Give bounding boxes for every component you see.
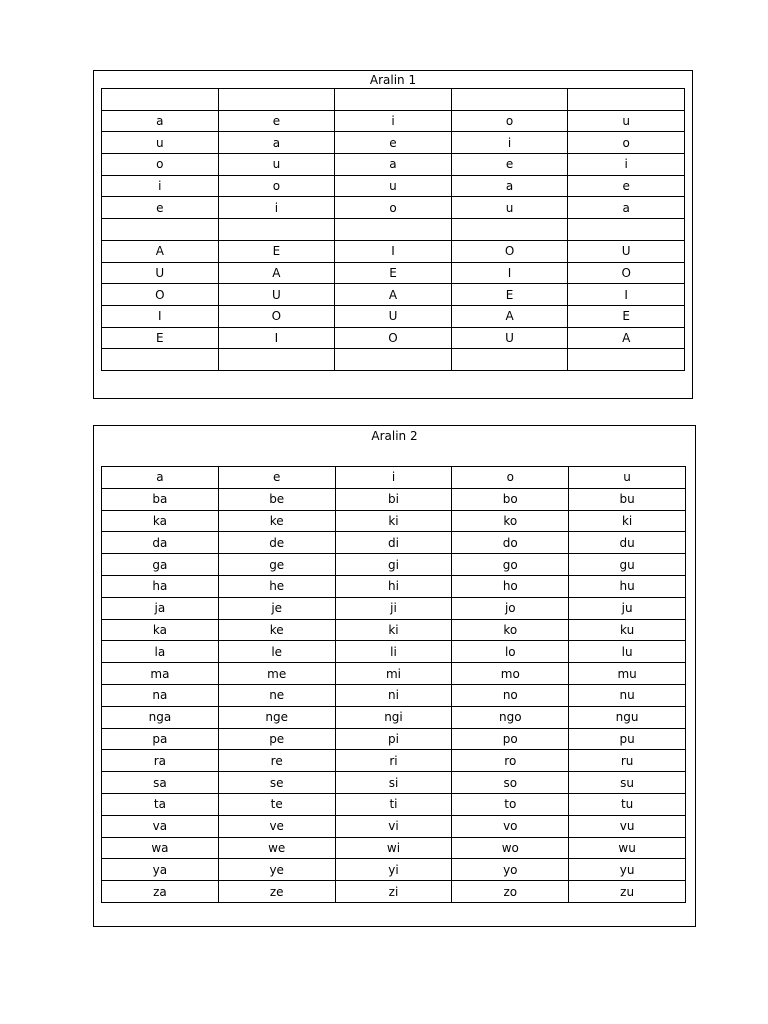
table-row <box>102 619 686 641</box>
table-row <box>102 154 685 176</box>
table-cell: a <box>102 110 219 132</box>
table-cell: e <box>451 154 568 176</box>
table-cell: U <box>451 327 568 349</box>
table-cell: ku <box>569 619 686 641</box>
table-cell: a <box>568 197 685 219</box>
table-row <box>102 597 686 619</box>
table-cell: I <box>335 240 452 262</box>
table-cell: wo <box>452 837 569 859</box>
table-cell: A <box>218 262 335 284</box>
table-cell: pi <box>335 728 452 750</box>
table-cell: va <box>102 815 219 837</box>
table-cell: si <box>335 772 452 794</box>
table-cell: ri <box>335 750 452 772</box>
table-row <box>102 240 685 262</box>
table-cell: a <box>451 175 568 197</box>
table-cell: O <box>218 305 335 327</box>
table-cell <box>335 219 452 241</box>
table-cell: o <box>451 110 568 132</box>
table-cell <box>451 89 568 111</box>
table-cell: le <box>218 641 335 663</box>
table-cell: ji <box>335 597 452 619</box>
table-row <box>102 284 685 306</box>
table-cell: so <box>452 772 569 794</box>
table-cell: wi <box>335 837 452 859</box>
table-cell: jo <box>452 597 569 619</box>
table-row <box>102 89 685 111</box>
table-cell: pu <box>569 728 686 750</box>
table-cell: I <box>451 262 568 284</box>
table-cell: me <box>218 663 335 685</box>
table-cell: yu <box>569 859 686 881</box>
table-cell: yi <box>335 859 452 881</box>
table-cell: u <box>218 154 335 176</box>
table-cell: li <box>335 641 452 663</box>
table-cell: je <box>218 597 335 619</box>
table-row <box>102 793 686 815</box>
table-cell: i <box>218 197 335 219</box>
table-cell: e <box>218 467 335 489</box>
table-cell: ki <box>569 510 686 532</box>
table-cell: he <box>218 575 335 597</box>
aralin-1-section <box>93 70 693 399</box>
aralin-1-table <box>101 88 685 371</box>
table-cell: mi <box>335 663 452 685</box>
table-cell: ro <box>452 750 569 772</box>
table-cell: ni <box>335 684 452 706</box>
table-cell: a <box>335 154 452 176</box>
table-cell: ka <box>102 619 219 641</box>
table-row <box>102 262 685 284</box>
table-cell: ha <box>102 575 219 597</box>
table-cell <box>568 219 685 241</box>
table-cell: o <box>102 154 219 176</box>
table-row <box>102 110 685 132</box>
table-cell: mu <box>569 663 686 685</box>
table-cell: U <box>568 240 685 262</box>
table-row <box>102 327 685 349</box>
table-row <box>102 663 686 685</box>
table-cell: zo <box>452 881 569 903</box>
table-cell: ke <box>218 510 335 532</box>
table-cell: vi <box>335 815 452 837</box>
table-cell: du <box>569 532 686 554</box>
table-cell: ta <box>102 793 219 815</box>
table-cell: ki <box>335 619 452 641</box>
table-row <box>102 488 686 510</box>
table-row <box>102 815 686 837</box>
table-cell <box>451 219 568 241</box>
table-cell: I <box>102 305 219 327</box>
table-row <box>102 684 686 706</box>
table-cell <box>335 349 452 371</box>
table-cell: te <box>218 793 335 815</box>
table-cell: la <box>102 641 219 663</box>
table-cell: o <box>335 197 452 219</box>
table-cell: A <box>568 327 685 349</box>
table-row <box>102 881 686 903</box>
table-cell: U <box>335 305 452 327</box>
table-cell: ki <box>335 510 452 532</box>
table-cell: e <box>335 132 452 154</box>
table-cell: A <box>335 284 452 306</box>
table-cell: no <box>452 684 569 706</box>
table-cell: ne <box>218 684 335 706</box>
table-cell: ze <box>218 881 335 903</box>
table-cell: ba <box>102 488 219 510</box>
table-cell: O <box>451 240 568 262</box>
table-cell <box>102 219 219 241</box>
table-cell: to <box>452 793 569 815</box>
table-row <box>102 467 686 489</box>
table-cell <box>102 89 219 111</box>
table-cell: ge <box>218 554 335 576</box>
table-row <box>102 349 685 371</box>
table-cell <box>335 89 452 111</box>
table-cell: u <box>335 175 452 197</box>
table-cell: we <box>218 837 335 859</box>
table-cell: go <box>452 554 569 576</box>
table-cell: ve <box>218 815 335 837</box>
table-cell: zu <box>569 881 686 903</box>
table-cell: E <box>568 305 685 327</box>
table-cell: wu <box>569 837 686 859</box>
table-cell <box>568 349 685 371</box>
table-cell: e <box>568 175 685 197</box>
table-cell: ko <box>452 510 569 532</box>
table-cell: di <box>335 532 452 554</box>
table-cell: yo <box>452 859 569 881</box>
table-cell: nge <box>218 706 335 728</box>
table-cell: I <box>218 327 335 349</box>
table-row <box>102 837 686 859</box>
table-row <box>102 219 685 241</box>
table-cell: i <box>335 467 452 489</box>
table-cell: ko <box>452 619 569 641</box>
table-row <box>102 728 686 750</box>
table-cell: E <box>218 240 335 262</box>
table-cell: e <box>102 197 219 219</box>
table-cell: gu <box>569 554 686 576</box>
table-cell: ru <box>569 750 686 772</box>
table-row <box>102 706 686 728</box>
table-cell: bi <box>335 488 452 510</box>
table-cell <box>451 349 568 371</box>
table-row <box>102 510 686 532</box>
table-cell: o <box>218 175 335 197</box>
table-cell: ya <box>102 859 219 881</box>
table-cell: U <box>218 284 335 306</box>
table-cell: ke <box>218 619 335 641</box>
aralin-2-title: Aralin 2 <box>371 429 418 443</box>
table-cell: ho <box>452 575 569 597</box>
table-cell <box>218 219 335 241</box>
table-cell: lo <box>452 641 569 663</box>
table-cell: i <box>451 132 568 154</box>
table-cell: do <box>452 532 569 554</box>
table-cell: ju <box>569 597 686 619</box>
table-cell: ja <box>102 597 219 619</box>
table-cell: pe <box>218 728 335 750</box>
table-cell: i <box>335 110 452 132</box>
table-cell: i <box>102 175 219 197</box>
table-cell: vo <box>452 815 569 837</box>
table-cell: na <box>102 684 219 706</box>
table-cell: se <box>218 772 335 794</box>
table-cell: re <box>218 750 335 772</box>
table-row <box>102 859 686 881</box>
table-cell: za <box>102 881 219 903</box>
table-cell: tu <box>569 793 686 815</box>
table-row <box>102 772 686 794</box>
table-cell: E <box>102 327 219 349</box>
aralin-2-table <box>101 466 686 903</box>
table-cell: ka <box>102 510 219 532</box>
table-cell: A <box>102 240 219 262</box>
table-cell: o <box>568 132 685 154</box>
table-cell: u <box>568 110 685 132</box>
table-cell <box>102 349 219 371</box>
table-cell: gi <box>335 554 452 576</box>
table-cell: A <box>451 305 568 327</box>
table-cell: u <box>569 467 686 489</box>
table-cell: i <box>568 154 685 176</box>
table-cell: de <box>218 532 335 554</box>
table-cell: ngo <box>452 706 569 728</box>
table-cell: ma <box>102 663 219 685</box>
table-cell: E <box>335 262 452 284</box>
table-cell: u <box>451 197 568 219</box>
table-cell: hi <box>335 575 452 597</box>
table-cell: da <box>102 532 219 554</box>
table-cell: ngu <box>569 706 686 728</box>
table-cell: a <box>218 132 335 154</box>
table-cell <box>568 89 685 111</box>
table-cell: ye <box>218 859 335 881</box>
table-cell: U <box>102 262 219 284</box>
table-row <box>102 575 686 597</box>
table-cell: nu <box>569 684 686 706</box>
table-cell: O <box>102 284 219 306</box>
table-cell: I <box>568 284 685 306</box>
table-cell <box>218 349 335 371</box>
table-cell: be <box>218 488 335 510</box>
table-cell: mo <box>452 663 569 685</box>
table-cell: po <box>452 728 569 750</box>
table-cell: ga <box>102 554 219 576</box>
table-cell: E <box>451 284 568 306</box>
table-cell: nga <box>102 706 219 728</box>
table-row <box>102 197 685 219</box>
table-row <box>102 132 685 154</box>
table-cell: O <box>568 262 685 284</box>
table-cell <box>218 89 335 111</box>
table-cell: ra <box>102 750 219 772</box>
table-cell: su <box>569 772 686 794</box>
table-cell: zi <box>335 881 452 903</box>
table-cell: ngi <box>335 706 452 728</box>
table-cell: hu <box>569 575 686 597</box>
table-row <box>102 641 686 663</box>
table-cell: wa <box>102 837 219 859</box>
table-row <box>102 175 685 197</box>
table-cell: O <box>335 327 452 349</box>
aralin-1-title: Aralin 1 <box>369 73 417 87</box>
table-row <box>102 554 686 576</box>
table-cell: bu <box>569 488 686 510</box>
table-cell: a <box>102 467 219 489</box>
table-cell: o <box>452 467 569 489</box>
table-row <box>102 532 686 554</box>
table-cell: sa <box>102 772 219 794</box>
table-cell: e <box>218 110 335 132</box>
aralin-2-section <box>93 425 696 927</box>
table-row <box>102 750 686 772</box>
table-cell: lu <box>569 641 686 663</box>
table-row <box>102 305 685 327</box>
table-cell: ti <box>335 793 452 815</box>
table-cell: u <box>102 132 219 154</box>
table-cell: bo <box>452 488 569 510</box>
table-cell: pa <box>102 728 219 750</box>
table-cell: vu <box>569 815 686 837</box>
